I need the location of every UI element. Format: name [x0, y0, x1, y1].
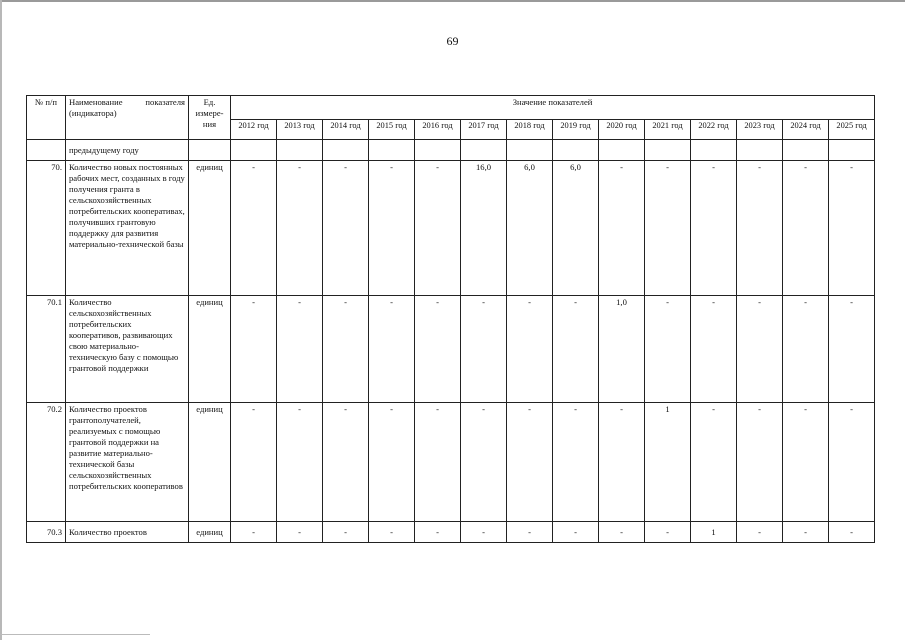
- table-cell: [645, 140, 691, 161]
- continuation-row: [27, 140, 875, 161]
- table-row: [27, 522, 875, 543]
- row-value: -: [507, 296, 553, 403]
- row-value: -: [783, 296, 829, 403]
- table-row: [27, 161, 875, 296]
- table-cell: [231, 140, 277, 161]
- table-cell: [507, 140, 553, 161]
- row-value: -: [645, 161, 691, 296]
- row-num: 70.1: [27, 296, 66, 403]
- table-cell: [461, 140, 507, 161]
- header-values-group: Значение показателей: [231, 96, 875, 120]
- row-num: 70.2: [27, 403, 66, 522]
- row-value: -: [369, 403, 415, 522]
- row-value: -: [323, 522, 369, 543]
- table-cell: [783, 140, 829, 161]
- row-value: -: [691, 403, 737, 522]
- row-value: 16,0: [461, 161, 507, 296]
- row-num: 70.3: [27, 522, 66, 543]
- row-value: 1: [691, 522, 737, 543]
- page-number: 69: [446, 34, 459, 48]
- row-value: -: [415, 522, 461, 543]
- header-year: 2015 год: [369, 120, 415, 140]
- table-cell: [189, 140, 231, 161]
- row-value: -: [737, 403, 783, 522]
- row-unit: единиц: [189, 161, 231, 296]
- table-cell: [691, 140, 737, 161]
- row-name: Количество проектов: [66, 522, 189, 543]
- table-cell: [323, 140, 369, 161]
- header-num: № п/п: [27, 96, 66, 140]
- header-year: 2021 год: [645, 120, 691, 140]
- row-value: -: [231, 296, 277, 403]
- table-row: [27, 296, 875, 403]
- row-value: -: [415, 161, 461, 296]
- table-cell: [277, 140, 323, 161]
- header-year: 2016 год: [415, 120, 461, 140]
- header-year: 2014 год: [323, 120, 369, 140]
- header-year: 2019 год: [553, 120, 599, 140]
- row-value: -: [829, 403, 875, 522]
- table-cell: [27, 140, 66, 161]
- row-value: 1: [645, 403, 691, 522]
- row-value: -: [415, 296, 461, 403]
- row-value: -: [783, 161, 829, 296]
- row-name: Количество новых постоянных рабочих мест, созданных в году получения гранта в сельскохозяйственных потребительских кооперативах, получивших грантовую поддержку для развития материально-технической базы: [66, 161, 189, 296]
- header-year: 2024 год: [783, 120, 829, 140]
- row-value: -: [645, 296, 691, 403]
- row-value: -: [277, 403, 323, 522]
- row-value: -: [737, 161, 783, 296]
- row-value: -: [599, 522, 645, 543]
- row-value: 6,0: [553, 161, 599, 296]
- row-unit: единиц: [189, 296, 231, 403]
- row-value: -: [461, 522, 507, 543]
- row-value: -: [323, 161, 369, 296]
- row-value: -: [645, 522, 691, 543]
- row-value: -: [369, 161, 415, 296]
- row-value: -: [369, 296, 415, 403]
- row-value: -: [691, 296, 737, 403]
- row-value: -: [691, 161, 737, 296]
- row-value: -: [507, 403, 553, 522]
- row-value: -: [553, 296, 599, 403]
- row-value: -: [277, 296, 323, 403]
- row-value: -: [507, 522, 553, 543]
- header-name: Наименование показателя (индикатора): [66, 96, 189, 140]
- row-name: Количество проектов грантополучателей, реализуемых с помощью грантовой поддержки на развитие материально-технической базы сельскохозяйственных потребительских кооперативов: [66, 403, 189, 522]
- row-value: -: [829, 161, 875, 296]
- header-year: 2020 год: [599, 120, 645, 140]
- row-value: -: [553, 522, 599, 543]
- row-value: -: [599, 403, 645, 522]
- row-num: 70.: [27, 161, 66, 296]
- row-value: -: [783, 522, 829, 543]
- row-value: -: [369, 522, 415, 543]
- table-cell: [829, 140, 875, 161]
- row-unit: единиц: [189, 403, 231, 522]
- indicators-table: [26, 95, 875, 543]
- row-value: -: [277, 522, 323, 543]
- row-value: -: [231, 522, 277, 543]
- row-unit: единиц: [189, 522, 231, 543]
- table-cell: [553, 140, 599, 161]
- header-year: 2017 год: [461, 120, 507, 140]
- row-value: -: [231, 403, 277, 522]
- table-cell: [737, 140, 783, 161]
- row-value: -: [323, 296, 369, 403]
- header-year: 2012 год: [231, 120, 277, 140]
- row-value: 6,0: [507, 161, 553, 296]
- scan-edge-bottom: [0, 634, 150, 635]
- row-value: 1,0: [599, 296, 645, 403]
- header-year: 2018 год: [507, 120, 553, 140]
- row-value: -: [737, 296, 783, 403]
- table-cell: [599, 140, 645, 161]
- continuation-text: предыдущему году: [66, 140, 189, 161]
- row-value: -: [783, 403, 829, 522]
- row-value: -: [323, 403, 369, 522]
- row-value: -: [829, 296, 875, 403]
- row-value: -: [231, 161, 277, 296]
- header-year: 2022 год: [691, 120, 737, 140]
- row-value: -: [461, 403, 507, 522]
- row-value: -: [461, 296, 507, 403]
- row-value: -: [599, 161, 645, 296]
- scan-edge-top: [0, 0, 905, 2]
- row-value: -: [277, 161, 323, 296]
- row-value: -: [737, 522, 783, 543]
- table-row: [27, 403, 875, 522]
- row-value: -: [553, 403, 599, 522]
- header-year: 2013 год: [277, 120, 323, 140]
- row-value: -: [415, 403, 461, 522]
- table-cell: [415, 140, 461, 161]
- table-cell: [369, 140, 415, 161]
- scan-edge-left: [0, 0, 2, 640]
- header-row-main: [27, 96, 875, 120]
- header-unit: Ед. измере-ния: [189, 96, 231, 140]
- header-year: 2025 год: [829, 120, 875, 140]
- row-value: -: [829, 522, 875, 543]
- row-name: Количество сельскохозяйственных потребительских кооперативов, развивающих свою материально-техническую базу с помощью грантовой поддержки: [66, 296, 189, 403]
- header-year: 2023 год: [737, 120, 783, 140]
